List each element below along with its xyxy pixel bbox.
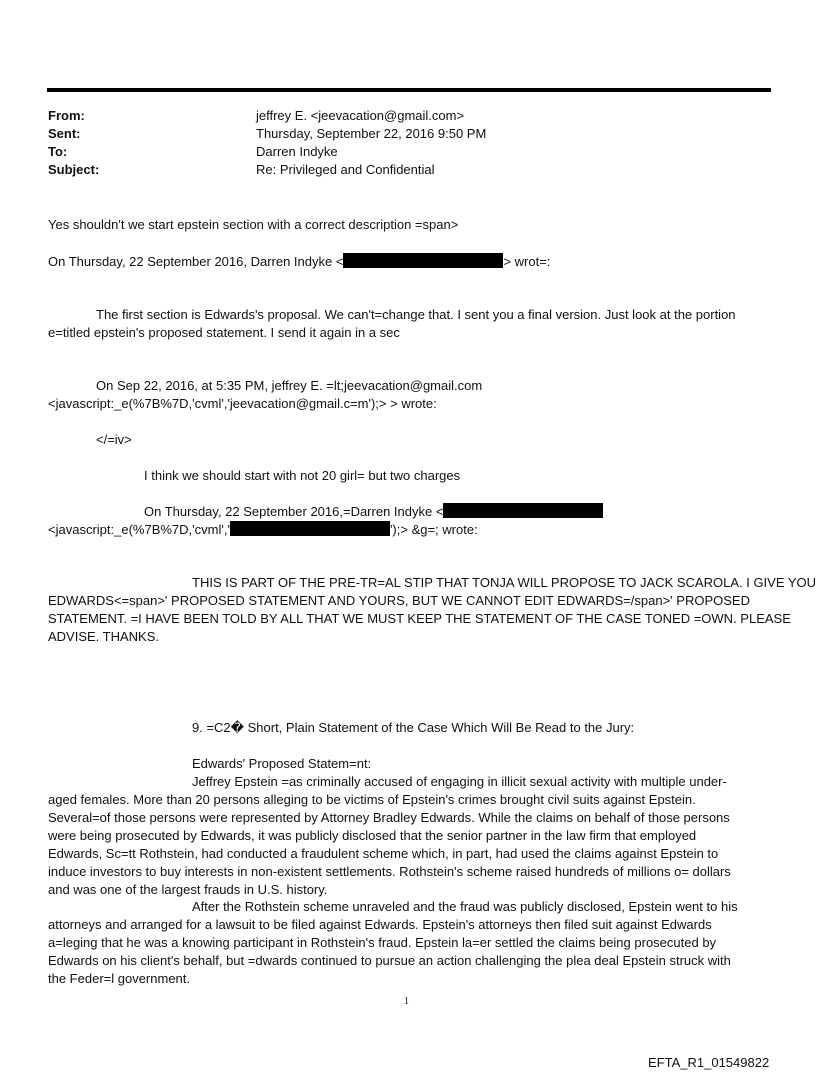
statement-p1-l4: were being prosecuted by Edwards, it was publicly disclosed that the senior partner in the law firm that employed [48, 828, 697, 843]
edwards-heading: Edwards' Proposed Statem=nt: [192, 756, 372, 771]
subject-value: Re: Privileged and Confidential [256, 162, 435, 177]
quote-header-2-line2: <javascript:_e(%7B%7D,'cvml','jeevacation@gmail.c=m');> > wrote: [48, 396, 437, 411]
statement-p1-l1: Jeffrey Epstein =as criminally accused of engaging in illicit sexual activity with multiple under- [192, 774, 727, 789]
quote-header-2-line1: On Sep 22, 2016, at 5:35 PM, jeffrey E. =lt;jeevacation@gmail.com [96, 378, 483, 393]
sent-label: Sent: [48, 126, 81, 141]
statement-p1-l7: and was one of the largest frauds in U.S. history. [48, 882, 328, 897]
statement-p2-l4: Edwards on his client's behalf, but =dwards continued to pursue an action challenging the plea deal Epstein struck with [48, 953, 731, 968]
subject-label: Subject: [48, 162, 100, 177]
statement-p2-l5: the Feder=l government. [48, 971, 190, 986]
quote-header-3-l2-post: ');> &g=; wrote: [389, 522, 478, 537]
quote-header-3-line2 [48, 521, 478, 539]
quote-header-3-pre: On Thursday, 22 September 2016,=Darren Indyke < [144, 504, 444, 519]
quote-header-1-post: > wrot=: [503, 254, 551, 269]
redaction-box [443, 503, 603, 518]
statement-p1-l2: aged females. More than 20 persons alleging to be victims of Epstein's crimes brought civil suits against Epstein. [48, 792, 696, 807]
statement-p2-l1: After the Rothstein scheme unraveled and the fraud was publicly disclosed, Epstein went to his [192, 899, 738, 914]
quote-header-3-line1 [144, 503, 603, 521]
quote-header-3-l2-pre: <javascript:_e(%7B%7D,'cvml',' [48, 522, 230, 537]
document-id: EFTA_R1_01549822 [648, 1055, 770, 1070]
statement-p2-l3: a=leging that he was a knowing participant in Rothstein's fraud. Epstein la=er settled the claims being prosecuted by [48, 935, 717, 950]
quote-2-text: I think we should start with not 20 girl= but two charges [144, 468, 461, 483]
para1-line2: e=titled epstein's proposed statement. I send it again in a sec [48, 325, 400, 340]
to-label: To: [48, 144, 68, 159]
statement-p1-l3: Several=of those persons were represented by Attorney Bradley Edwards. While the claims on behalf of those persons [48, 810, 730, 825]
para1-line1: The first section is Edwards's proposal. We can't=change that. I sent you a final version. Just look at the portion [96, 307, 736, 322]
statement-p1-l5: Edwards, Sc=tt Rothstein, had conducted a fraudulent scheme which, in part, had used the claims against Epstein to [48, 846, 719, 861]
caps-line1: THIS IS PART OF THE PRE-TR=AL STIP THAT TONJA WILL PROPOSE TO JACK SCAROLA. I GIVE YOU [192, 575, 816, 590]
caps-line3: STATEMENT. =I HAVE BEEN TOLD BY ALL THAT WE MUST KEEP THE STATEMENT OF THE CASE TONED =OWN. PLEASE [48, 611, 791, 626]
reply-line: Yes shouldn't we start epstein section with a correct description =span> [48, 217, 459, 232]
caps-line2: EDWARDS<=span>' PROPOSED STATEMENT AND YOURS, BUT WE CANNOT EDIT EDWARDS=/span>' PROPOSED [48, 593, 750, 608]
div-close-text: </=iv> [96, 432, 132, 447]
header-rule [47, 88, 771, 92]
from-value: jeffrey E. <jeevacation@gmail.com> [256, 108, 465, 123]
redaction-box [343, 253, 503, 268]
caps-line4: ADVISE. THANKS. [48, 629, 160, 644]
statement-p2-l2: attorneys and arranged for a lawsuit to be filed against Edwards. Epstein's attorneys then filed suit against Edwards [48, 917, 712, 932]
redaction-box [230, 521, 390, 536]
sent-value: Thursday, September 22, 2016 9:50 PM [256, 126, 487, 141]
page-number: 1 [404, 996, 409, 1007]
quote-header-1 [48, 253, 550, 271]
from-label: From: [48, 108, 85, 123]
quote-header-1-pre: On Thursday, 22 September 2016, Darren Indyke < [48, 254, 344, 269]
statement-p1-l6: induce investors to buy interests in non-existent settlements. Rothstein's scheme raised hundreds of millions o= dollars [48, 864, 731, 879]
item-9-heading: 9. =C2� Short, Plain Statement of the Case Which Will Be Read to the Jury: [192, 720, 635, 735]
to-value: Darren Indyke [256, 144, 338, 159]
